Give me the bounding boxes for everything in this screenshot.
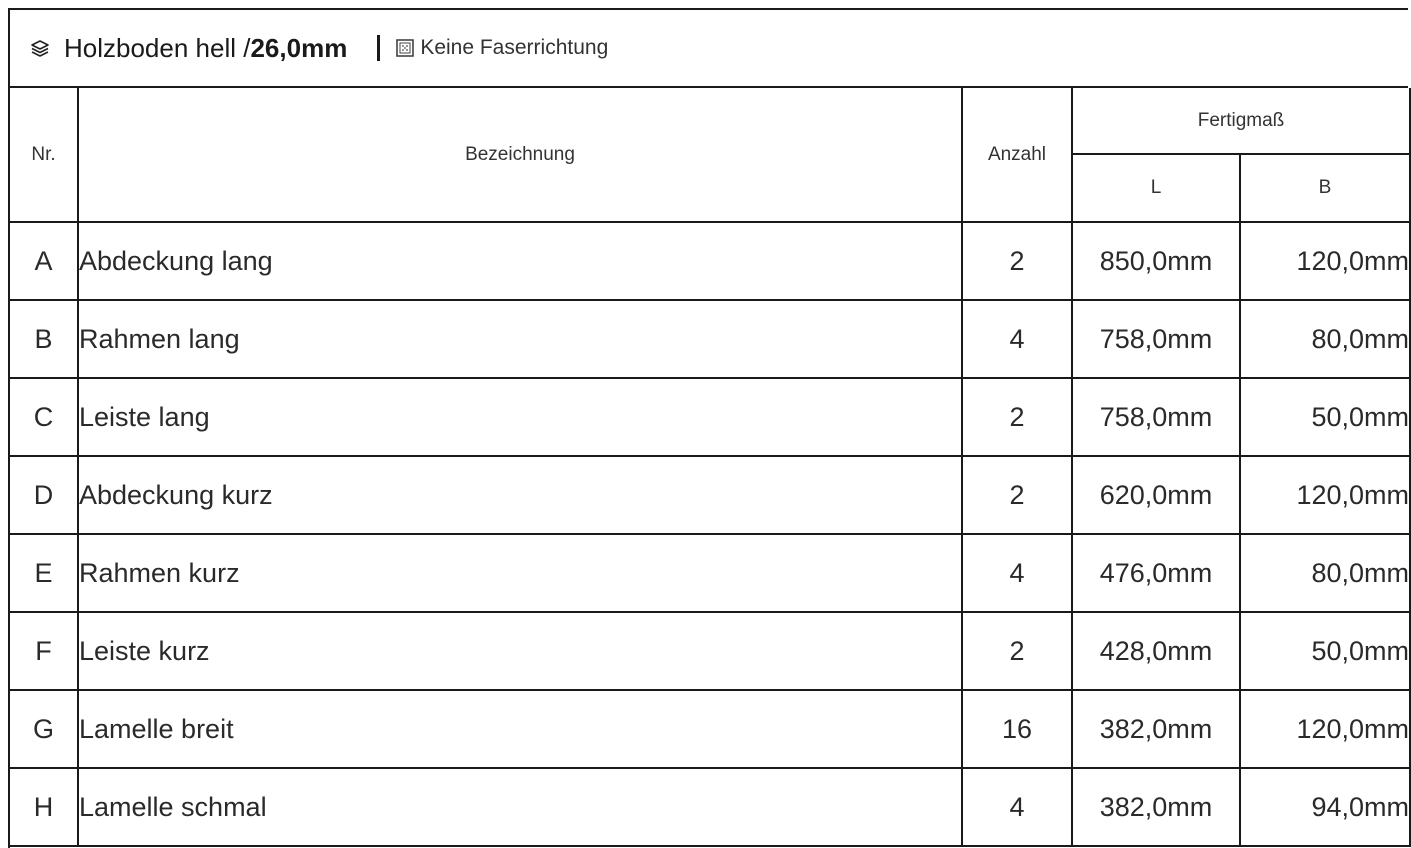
cut-list-sheet (8, 8, 1408, 848)
table-row (10, 534, 1410, 612)
part-length: 428,0mm (1072, 612, 1240, 690)
part-quantity: 2 (962, 612, 1072, 690)
part-name: Abdeckung lang (78, 222, 962, 300)
part-letter: G (10, 690, 78, 768)
part-letter: H (10, 768, 78, 846)
table-row (10, 222, 1410, 300)
part-width: 94,0mm (1240, 768, 1410, 846)
column-header-length: L (1072, 154, 1240, 222)
part-name: Leiste lang (78, 378, 962, 456)
table-row (10, 300, 1410, 378)
part-letter: E (10, 534, 78, 612)
part-quantity: 4 (962, 768, 1072, 846)
part-name: Leiste kurz (78, 612, 962, 690)
part-name: Rahmen lang (78, 300, 962, 378)
part-width: 50,0mm (1240, 378, 1410, 456)
part-width: 80,0mm (1240, 300, 1410, 378)
part-quantity: 2 (962, 222, 1072, 300)
part-name: Lamelle schmal (78, 768, 962, 846)
part-letter: A (10, 222, 78, 300)
part-length: 382,0mm (1072, 690, 1240, 768)
part-letter: B (10, 300, 78, 378)
part-width: 80,0mm (1240, 534, 1410, 612)
part-name: Abdeckung kurz (78, 456, 962, 534)
column-header-nr: Nr. (10, 88, 78, 222)
part-length: 620,0mm (1072, 456, 1240, 534)
table-row (10, 768, 1410, 846)
parts-table (10, 88, 1411, 847)
part-quantity: 2 (962, 378, 1072, 456)
table-row (10, 690, 1410, 768)
part-length: 758,0mm (1072, 300, 1240, 378)
part-length: 850,0mm (1072, 222, 1240, 300)
part-letter: F (10, 612, 78, 690)
part-quantity: 2 (962, 456, 1072, 534)
part-length: 382,0mm (1072, 768, 1240, 846)
part-width: 120,0mm (1240, 690, 1410, 768)
part-length: 476,0mm (1072, 534, 1240, 612)
part-quantity: 4 (962, 534, 1072, 612)
part-width: 120,0mm (1240, 222, 1410, 300)
material-thickness: 26,0mm (250, 32, 348, 63)
header-separator (377, 35, 380, 61)
column-header-width: B (1240, 154, 1410, 222)
part-width: 120,0mm (1240, 456, 1410, 534)
part-width: 50,0mm (1240, 612, 1410, 690)
material-header (10, 10, 1408, 88)
part-length: 758,0mm (1072, 378, 1240, 456)
column-header-name: Bezeichnung (78, 88, 962, 222)
table-row (10, 612, 1410, 690)
column-header-qty: Anzahl (962, 88, 1072, 222)
part-letter: D (10, 456, 78, 534)
part-name: Lamelle breit (78, 690, 962, 768)
column-header-finished-size: Fertigmaß (1072, 88, 1410, 154)
table-row (10, 456, 1410, 534)
part-quantity: 4 (962, 300, 1072, 378)
grain-direction-label: Keine Faserrichtung (420, 36, 609, 59)
part-name: Rahmen kurz (78, 534, 962, 612)
layers-icon (30, 38, 50, 58)
table-row (10, 378, 1410, 456)
part-quantity: 16 (962, 690, 1072, 768)
part-letter: C (10, 378, 78, 456)
grain-pattern-icon (396, 39, 414, 57)
material-name: Holzboden hell / (64, 32, 251, 63)
